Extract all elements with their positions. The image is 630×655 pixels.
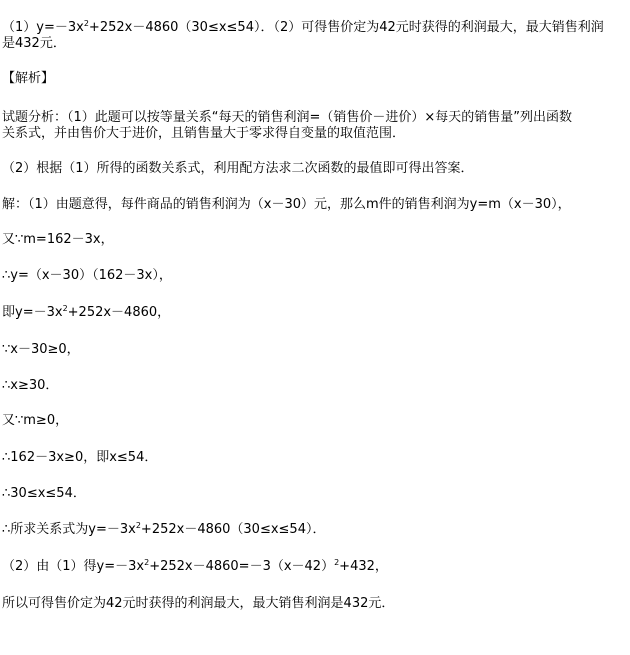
step-11-middle: +252x－4860=－3（x－42）	[149, 559, 335, 574]
step-4-start: 即y=－3x	[2, 305, 63, 320]
analysis-line-2: 关系式，并由售价大于进价，且销售量大于零求得自变量的取值范围．	[2, 126, 406, 141]
answer-line-1-start: （1）y=－3x	[2, 20, 84, 35]
step-11-exponent-2: 2	[334, 558, 340, 567]
step-10-end: +252x－4860（30≤x≤54）．	[140, 522, 326, 537]
solution-step-7: 又∵m≥0，	[2, 413, 69, 428]
solution-step-5: ∵x－30≥0，	[2, 342, 80, 357]
step-10-exponent: 2	[135, 521, 141, 530]
answer-line-1-end: +252x－4860（30≤x≤54）．（2）可得售价定为42元时获得的利润最大，最大销售利润	[88, 20, 604, 35]
solution-step-3: ∴y=（x－30）（162－3x），	[2, 268, 172, 283]
step-11-end: +432，	[339, 559, 388, 574]
solution-conclusion: 所以可得售价定为42元时获得的利润最大，最大销售利润是432元．	[2, 596, 395, 611]
solution-step-11	[2, 559, 388, 575]
solution-step-10	[2, 522, 325, 538]
solution-step-2: 又∵m=162－3x，	[2, 232, 114, 247]
step-11-exponent-1: 2	[144, 558, 150, 567]
answer-line-2: 是432元．	[2, 36, 66, 51]
analysis-line-1: 试题分析：（1）此题可以按等量关系“每天的销售利润=（销售价－进价）×每天的销售量”列出函数	[2, 110, 573, 125]
solution-step-9: ∴30≤x≤54．	[2, 486, 86, 501]
solution-step-1: 解：（1）由题意得，每件商品的销售利润为（x－30）元，那么m件的销售利润为y=m（x－30），	[2, 197, 571, 212]
step-11-start: （2）由（1）得y=－3x	[2, 559, 145, 574]
analysis-line-3: （2）根据（1）所得的函数关系式，利用配方法求二次函数的最值即可得出答案．	[2, 161, 474, 176]
answer-exponent: 2	[83, 19, 89, 28]
solution-step-4	[2, 305, 170, 321]
step-10-start: ∴所求关系式为y=－3x	[2, 522, 136, 537]
step-4-exponent: 2	[62, 304, 68, 313]
solution-step-8: ∴162－3x≥0，即x≤54．	[2, 450, 158, 465]
step-4-end: +252x－4860，	[67, 305, 171, 320]
analysis-header: 【解析】	[2, 71, 55, 86]
solution-step-6: ∴x≥30．	[2, 378, 59, 393]
answer-line-1	[2, 20, 604, 36]
